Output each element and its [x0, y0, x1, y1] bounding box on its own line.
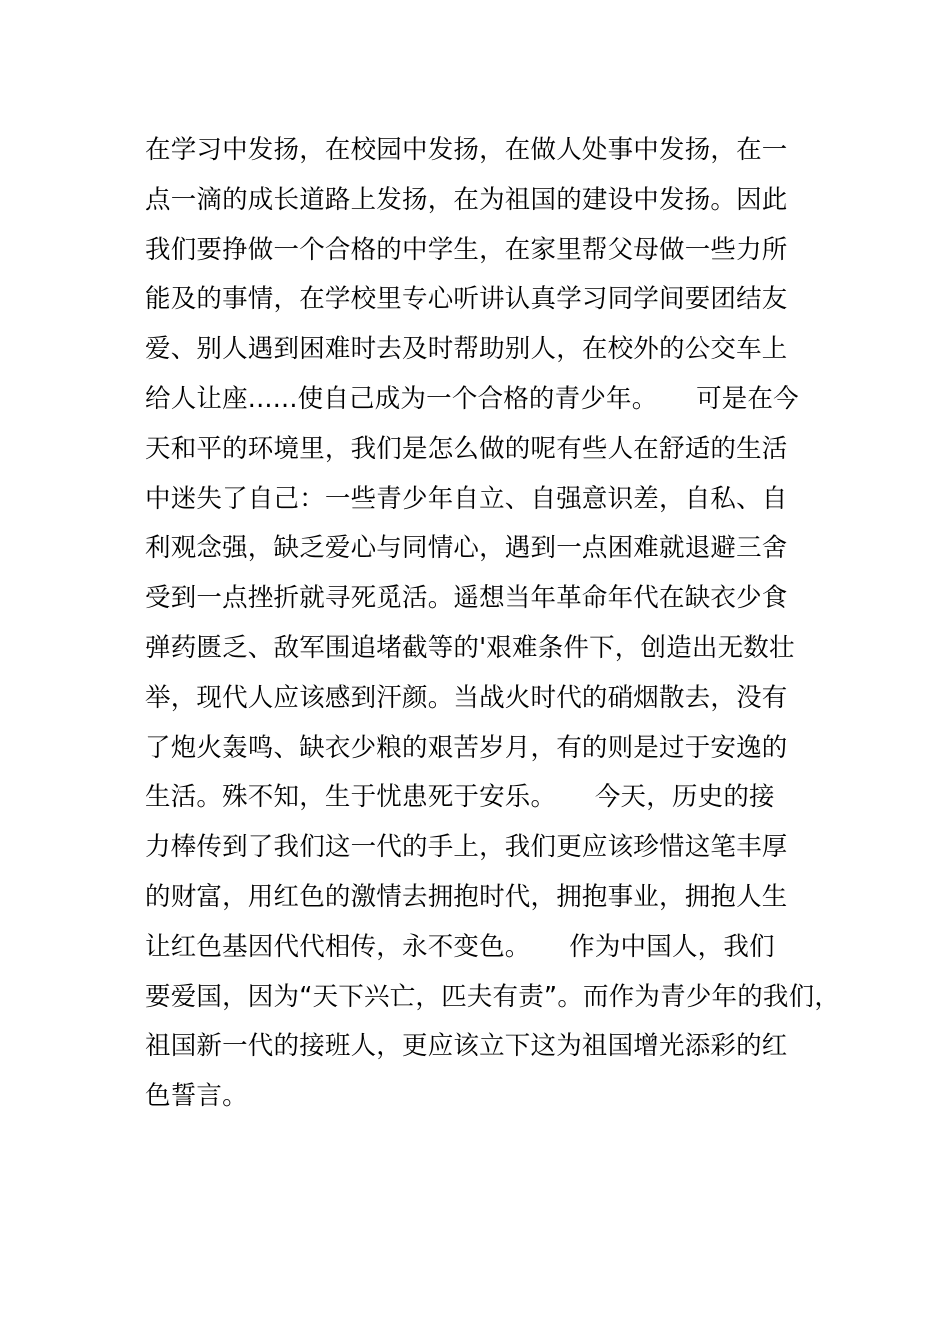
text-line-20: 色誓言。 [145, 1081, 248, 1112]
text-line-10: 受到一点挫折就寻死觅活。遥想当年革命年代在缺衣少食 [145, 583, 788, 614]
text-line-14: 生活。殊不知，生于忧患死于安乐。 今天，历史的接 [145, 782, 775, 813]
text-line-5: 爱、别人遇到困难时去及时帮助别人，在校外的公交车上 [145, 334, 788, 365]
text-line-7: 天和平的环境里，我们是怎么做的呢有些人在舒适的生活 [145, 433, 788, 464]
text-line-4: 能及的事情，在学校里专心听讲认真学习同学间要团结友 [145, 284, 788, 315]
text-line-16: 的财富，用红色的激情去拥抱时代，拥抱事业，拥抱人生 [145, 881, 788, 912]
text-line-8: 中迷失了自己：一些青少年自立、自强意识差，自私、自 [145, 483, 788, 514]
text-line-18: 要爱国，因为“天下兴亡，匹夫有责”。而作为青少年的我们， [145, 981, 841, 1012]
text-line-9: 利观念强，缺乏爱心与同情心，遇到一点困难就退避三舍 [145, 533, 788, 564]
text-line-11: 弹药匮乏、敌军围追堵截等的'艰难条件下，创造出无数壮 [145, 632, 795, 663]
text-line-17: 让红色基因代代相传，永不变色。 作为中国人，我们 [145, 931, 775, 962]
text-line-3: 我们要挣做一个合格的中学生，在家里帮父母做一些力所 [145, 234, 788, 265]
text-line-2: 点一滴的成长道路上发扬，在为祖国的建设中发扬。因此 [145, 184, 788, 215]
text-line-12: 举，现代人应该感到汗颜。当战火时代的硝烟散去，没有 [145, 682, 788, 713]
text-line-13: 了炮火轰鸣、缺衣少粮的艰苦岁月，有的则是过于安逸的 [145, 732, 788, 763]
text-line-1: 在学习中发扬，在校园中发扬，在做人处事中发扬，在一 [145, 135, 788, 165]
body-paragraph [145, 126, 845, 1122]
text-line-19: 祖国新一代的接班人，更应该立下这为祖国增光添彩的红 [145, 1031, 788, 1062]
text-line-6: 给人让座......使自己成为一个合格的青少年。 可是在今 [145, 383, 799, 414]
text-line-15: 力棒传到了我们这一代的手上，我们更应该珍惜这笔丰厚 [145, 832, 788, 863]
